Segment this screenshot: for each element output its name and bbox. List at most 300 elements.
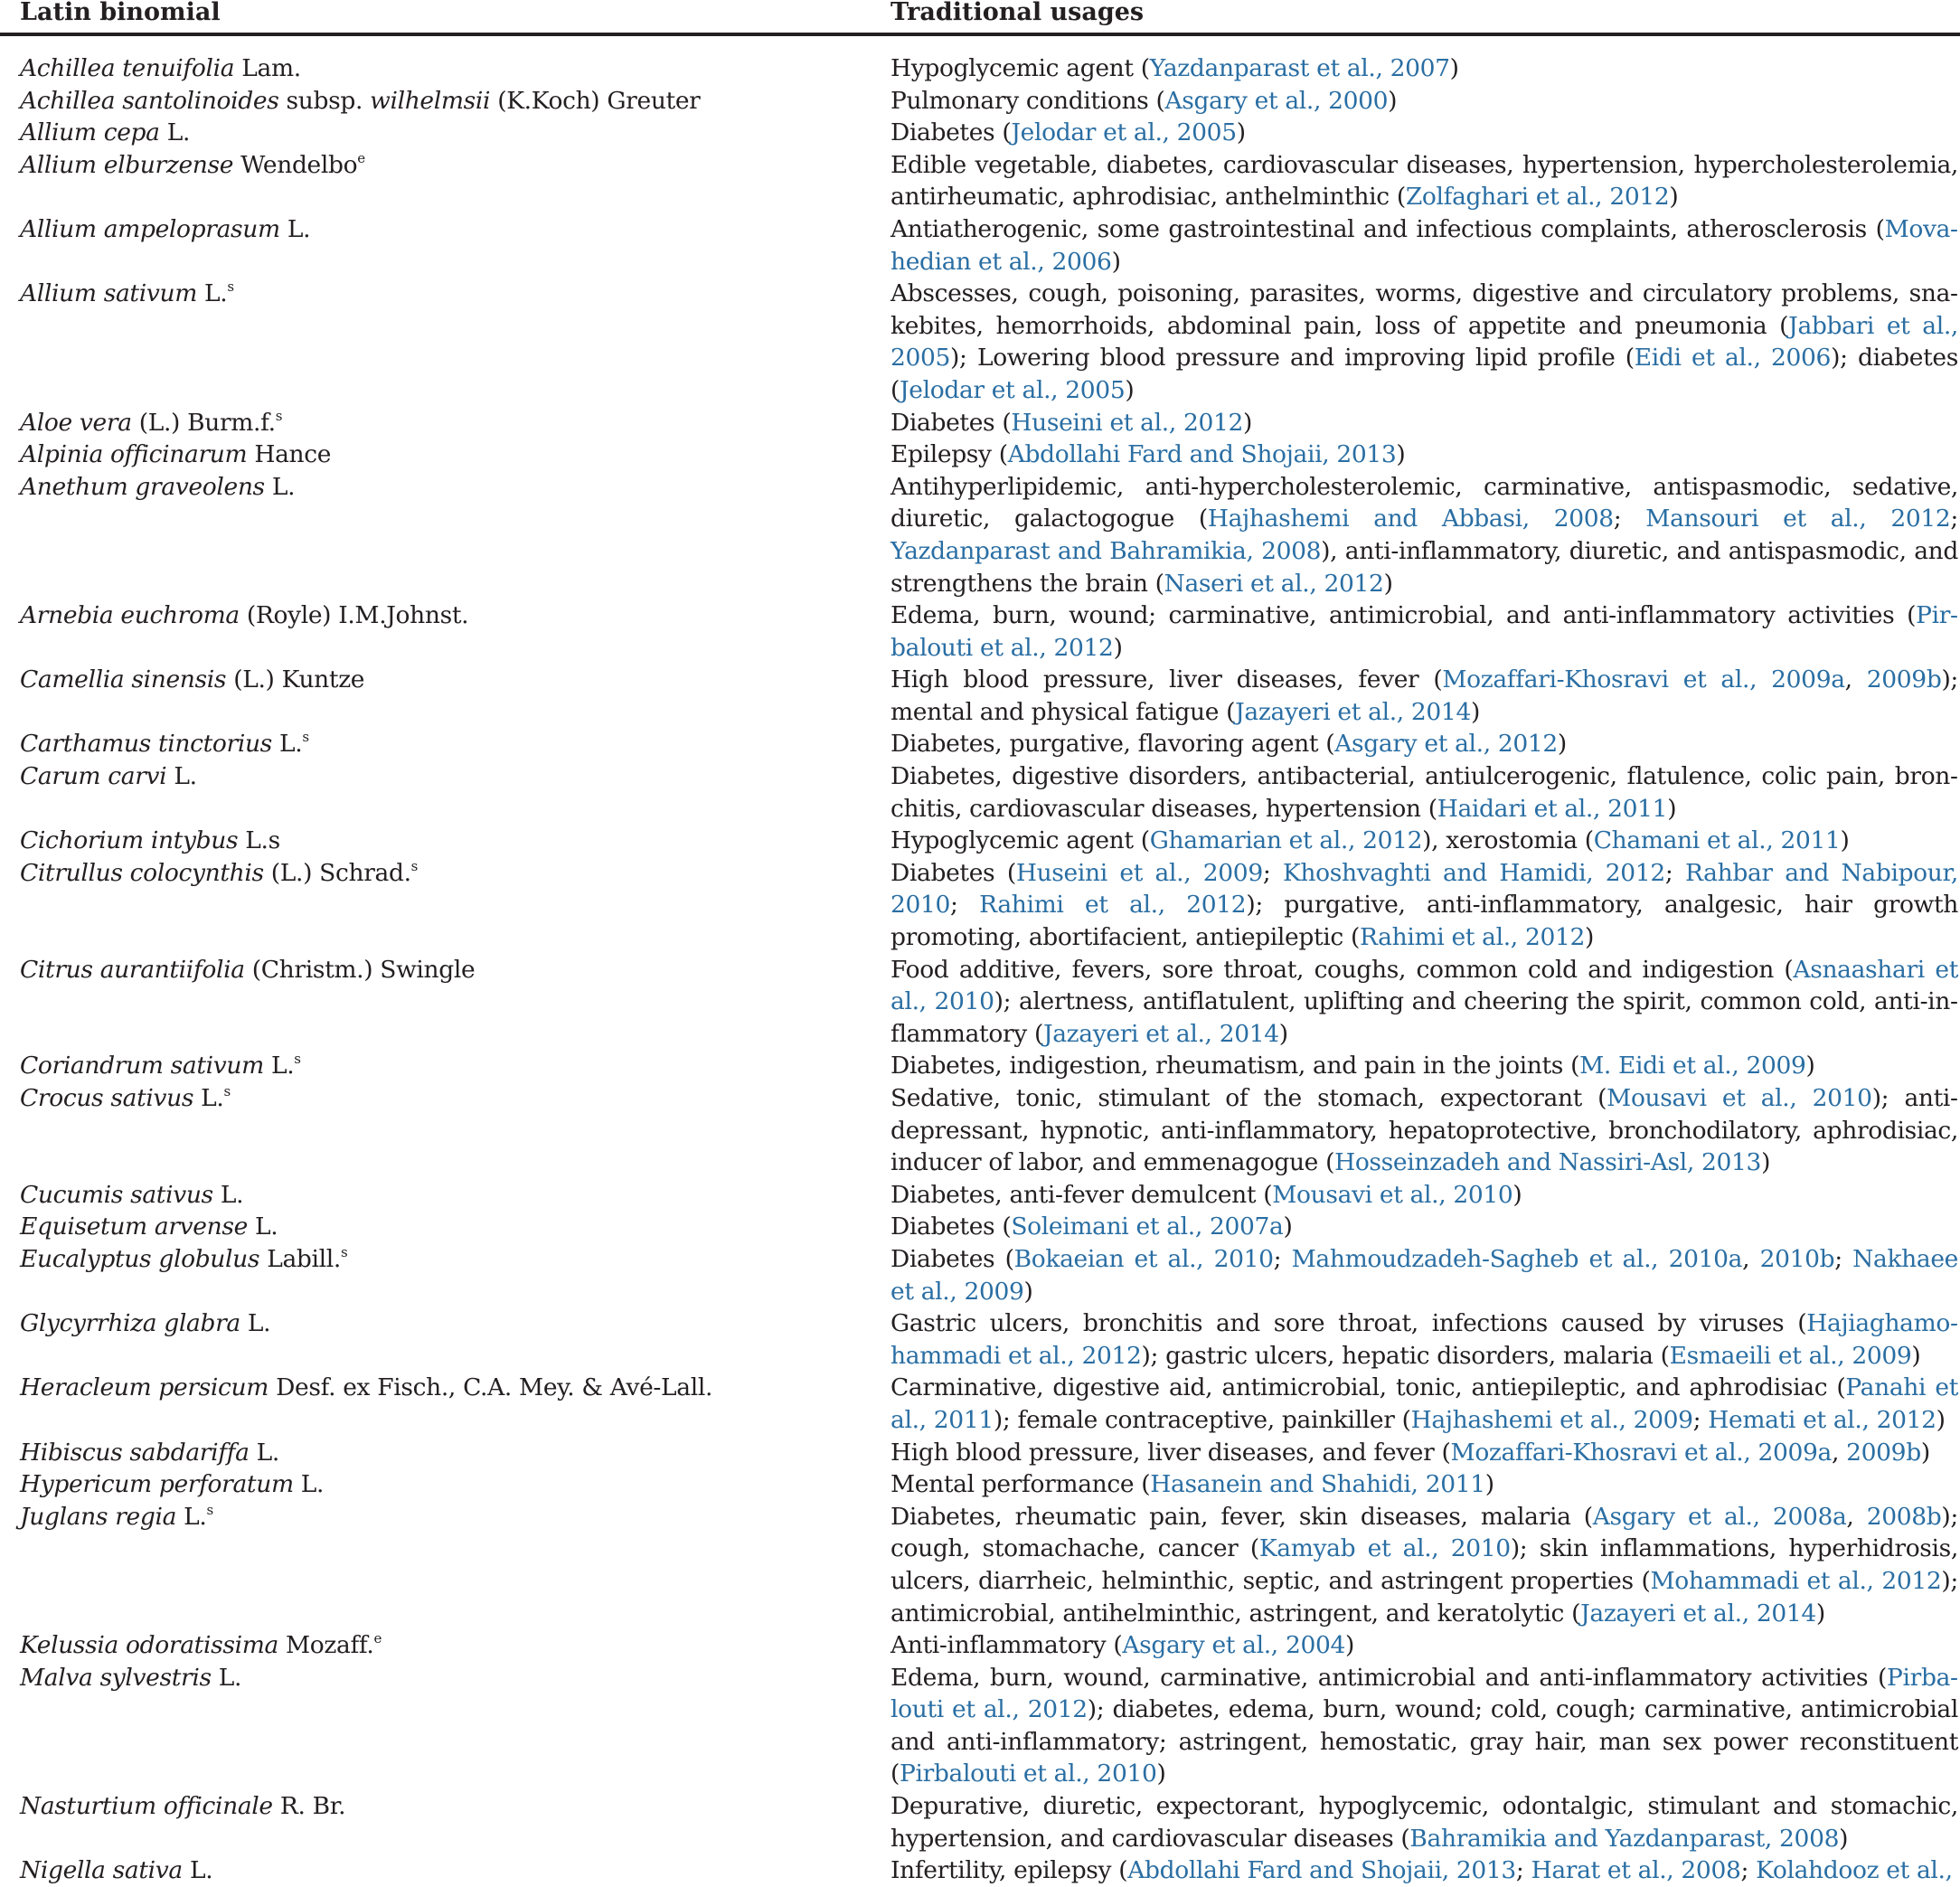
- species-epithet: Allium cepa: [20, 118, 160, 147]
- citation-link[interactable]: 2008b: [1866, 1502, 1942, 1531]
- text-segment: Lam.: [234, 54, 301, 82]
- text-segment: ;: [1692, 1405, 1709, 1434]
- species-epithet: Nigella sativa: [20, 1856, 183, 1885]
- text-segment: L.: [271, 730, 303, 759]
- latin-binomial-cell: [0, 1243, 890, 1307]
- text-segment: L.: [279, 214, 311, 243]
- text-segment: ;: [1262, 858, 1283, 887]
- table-row: [0, 857, 1960, 954]
- citation-link[interactable]: Jelodar et al., 2005: [1011, 118, 1237, 147]
- latin-binomial-cell: [0, 149, 890, 213]
- text-segment: ,: [1844, 665, 1867, 694]
- species-epithet: Citrullus colocynthis: [20, 858, 264, 887]
- text-segment: ): [1911, 1341, 1921, 1370]
- table-row: [0, 85, 1960, 118]
- text-segment: ); female contraceptive, painkiller (: [993, 1405, 1411, 1434]
- traditional-usage-cell: [890, 1243, 1960, 1307]
- text-segment: ): [1805, 1052, 1815, 1080]
- species-epithet: Carthamus tinctorius: [20, 730, 272, 759]
- text-segment: Hance: [247, 440, 332, 469]
- table-row: [0, 599, 1960, 664]
- text-segment: ): [1156, 1760, 1166, 1788]
- text-segment: ); cough, stomachache, cancer (: [890, 1502, 1958, 1563]
- latin-binomial-cell: [0, 1629, 890, 1662]
- traditional-usage-cell: [890, 439, 1960, 471]
- citation-link[interactable]: Mousavi et al., 2010: [1607, 1084, 1872, 1112]
- latin-binomial-cell: [0, 117, 890, 149]
- text-segment: L.: [249, 1438, 279, 1467]
- citation-link[interactable]: Esmaeili et al., 2009: [1669, 1341, 1912, 1370]
- text-segment: High blood pressure, liver diseases, fever (: [890, 665, 1443, 694]
- citation-link[interactable]: Jabbari et al., 2005: [890, 311, 1959, 373]
- text-segment: ): [1920, 1438, 1930, 1467]
- species-epithet: Kelussia odoratissima: [20, 1631, 278, 1660]
- text-segment: Diabetes (: [890, 1244, 1014, 1273]
- text-segment: Mozaff.: [278, 1631, 374, 1660]
- text-segment: Diabetes, digestive disorders, antibacterial, antiulcerogenic, flatulence, colic pain, bronchitis, cardiovascular diseases, hypertension (: [890, 762, 1958, 823]
- latin-binomial-cell: [0, 954, 890, 1051]
- citation-link[interactable]: Asgary et al., 2008a: [1592, 1502, 1847, 1531]
- text-segment: ), anti-inflammatory, diuretic, and antispasmodic, and strengthens the brain (: [890, 536, 1958, 598]
- traditional-usage-cell: [890, 1662, 1960, 1790]
- text-segment: ): [1278, 1019, 1288, 1048]
- table-body: [0, 36, 1960, 1887]
- footnote-marker: s: [223, 1083, 231, 1099]
- citation-link[interactable]: Rahimi et al., 2012: [1359, 923, 1585, 952]
- citation-link[interactable]: Asnaashari et al., 2010: [890, 955, 1959, 1016]
- species-epithet: Achillea santolinoides: [20, 86, 279, 115]
- text-segment: Pulmonary conditions (: [890, 86, 1165, 115]
- text-segment: L.: [159, 118, 191, 147]
- citation-link[interactable]: Zolfaghari et al., 2012: [1405, 183, 1670, 212]
- species-epithet: Carum carvi: [20, 762, 167, 791]
- latin-binomial-cell: [0, 599, 890, 664]
- latin-binomial-cell: [0, 664, 890, 728]
- latin-binomial-cell: [0, 1662, 890, 1790]
- species-epithet: Hibiscus sabdariffa: [20, 1438, 250, 1467]
- text-segment: ): [1669, 183, 1679, 212]
- species-epithet: wilhelmsii: [370, 86, 491, 115]
- text-segment: Edible vegetable, diabetes, cardiovascular diseases, hypertension, hypercholesterolemia, antirheumatic, aphrodisiac, anthelminthic (: [890, 150, 1958, 212]
- citation-link[interactable]: Jelodar et al., 2005: [900, 375, 1126, 404]
- text-segment: L.: [212, 1180, 244, 1209]
- text-segment: ); purgative, anti-inflammatory, analgesic, hair growth promoting, abortifacient, antiepileptic (: [890, 891, 1958, 952]
- text-segment: ); antidepressant, hypnotic, anti-inflammatory, hepatoprotective, bronchodilatory, aphrodisiac, inducer of labor, and emmenagogue (: [890, 1084, 1959, 1177]
- text-segment: ): [1449, 54, 1459, 82]
- citation-link[interactable]: Bahramikia and Yazdanparast, 2008: [1409, 1824, 1840, 1853]
- text-segment: ,: [1846, 1502, 1867, 1531]
- traditional-usage-cell: [890, 1854, 1960, 1887]
- citation-link[interactable]: Mahmoudzadeh-Sagheb et al., 2010a: [1291, 1244, 1743, 1273]
- citation-link[interactable]: 2010b: [1759, 1244, 1835, 1273]
- traditional-usage-cell: [890, 825, 1960, 857]
- species-epithet: Allium sativum: [20, 279, 197, 308]
- species-epithet: Alpinia officinarum: [20, 440, 248, 469]
- text-segment: ), xerostomia (: [1422, 826, 1594, 855]
- citation-link[interactable]: Mozaffari-Khosravi et al., 2009a: [1450, 1438, 1832, 1467]
- traditional-usage-cell: [890, 278, 1960, 406]
- citation-link[interactable]: Harat et al., 2008: [1531, 1856, 1741, 1885]
- text-segment: ): [1283, 1212, 1293, 1241]
- text-segment: ); antimicrobial, antihelminthic, astringent, and keratolytic (: [890, 1566, 1958, 1628]
- text-segment: ); diabetes, edema, burn, wound; cold, cough; carminative, antimicrobial and anti-inflammatory; astringent, hemostatic, gray hair, man sex power reconstituent (: [890, 1695, 1958, 1788]
- traditional-usage-cell: [890, 471, 1960, 599]
- footnote-marker: s: [275, 407, 283, 424]
- text-segment: ;: [1740, 1856, 1757, 1885]
- text-segment: L.: [240, 1309, 271, 1338]
- latin-binomial-cell: [0, 1050, 890, 1082]
- text-segment: Diabetes, rheumatic pain, fever, skin diseases, malaria (: [890, 1502, 1593, 1531]
- text-segment: Diabetes (: [890, 858, 1016, 887]
- citation-link[interactable]: Yazdanparast et al., 2007: [1149, 54, 1450, 82]
- text-segment: ): [1111, 247, 1121, 276]
- text-segment: Food additive, fevers, sore throat, coughs, common cold and indigestion (: [890, 955, 1794, 984]
- table-row: [0, 760, 1960, 825]
- text-segment: ); Lowering blood pressure and improving lipid profile (: [950, 344, 1635, 373]
- table-row: [0, 1243, 1960, 1307]
- species-epithet: Juglans regia: [20, 1502, 177, 1531]
- species-epithet: Malva sylvestris: [20, 1663, 212, 1692]
- citation-link[interactable]: Hemati et al., 2012: [1708, 1405, 1936, 1434]
- latin-binomial-cell: [0, 471, 890, 599]
- text-segment: L.: [211, 1663, 242, 1692]
- text-segment: Diabetes, indigestion, rheumatism, and pain in the joints (: [890, 1052, 1580, 1080]
- text-segment: Diabetes, purgative, flavoring agent (: [890, 730, 1335, 759]
- table-header: [0, 0, 1960, 36]
- text-segment: (Royle) I.M.Johnst.: [239, 601, 469, 630]
- latin-binomial-cell: [0, 857, 890, 954]
- traditional-usage-cell: [890, 1082, 1960, 1179]
- citation-link[interactable]: Huseini et al., 2009: [1015, 858, 1263, 887]
- latin-binomial-cell: [0, 1211, 890, 1243]
- text-segment: Carminative, digestive aid, antimicrobial, tonic, antiepileptic, and aphrodisiac (: [890, 1373, 1846, 1402]
- traditional-usage-cell: [890, 760, 1960, 825]
- table-row: [0, 1372, 1960, 1436]
- text-segment: L.: [293, 1470, 325, 1499]
- text-segment: ); mental and physical fatigue (: [890, 665, 1959, 726]
- header-traditional-usages: Traditional usages: [890, 0, 1145, 26]
- footnote-marker: s: [294, 1051, 301, 1068]
- text-segment: ;: [1273, 1244, 1292, 1273]
- latin-binomial-cell: [0, 1307, 890, 1372]
- latin-binomial-cell: [0, 439, 890, 471]
- text-segment: L.: [193, 1084, 224, 1112]
- text-segment: ): [1470, 697, 1480, 726]
- table-row: [0, 213, 1960, 278]
- table-row: [0, 1662, 1960, 1790]
- citation-link[interactable]: Hajhashemi et al., 2009: [1410, 1405, 1693, 1434]
- text-segment: Edema, burn, wound, carminative, antimicrobial and anti-inflammatory activities (: [890, 1663, 1888, 1692]
- citation-link[interactable]: Naseri et al., 2012: [1164, 569, 1384, 598]
- citation-link[interactable]: Rahimi et al., 2012: [979, 891, 1247, 920]
- table-row: [0, 149, 1960, 213]
- latin-binomial-cell: [0, 85, 890, 118]
- species-epithet: Eucalyptus globulus: [20, 1244, 260, 1273]
- text-segment: ): [1839, 1824, 1849, 1853]
- text-segment: Depurative, diuretic, expectorant, hypoglycemic, odontalgic, stimulant and stomachic, hypertension, and cardiovascular diseases (: [890, 1792, 1958, 1853]
- traditional-usage-cell: [890, 1211, 1960, 1243]
- traditional-usage-cell: [890, 1790, 1960, 1854]
- text-segment: Diabetes, anti-fever demulcent (: [890, 1180, 1273, 1209]
- latin-binomial-cell: [0, 1179, 890, 1212]
- text-segment: Diabetes (: [890, 118, 1012, 147]
- species-epithet: Nasturtium officinale: [20, 1792, 273, 1821]
- citation-link[interactable]: Abdollahi Fard and Shojaii, 2013: [1127, 1856, 1516, 1885]
- text-segment: ); skin inflammations, hyperhidrosis, ulcers, diarrheic, helminthic, septic, and astringent properties (: [890, 1534, 1958, 1595]
- species-epithet: Hypericum perforatum: [20, 1470, 294, 1499]
- citation-link[interactable]: Huseini et al., 2012: [1011, 408, 1244, 437]
- traditional-usage-cell: [890, 85, 1960, 118]
- citation-link[interactable]: Mohammadi et al., 2012: [1650, 1566, 1942, 1595]
- citation-link[interactable]: Hajhashemi and Abbasi, 2008: [1207, 505, 1614, 533]
- citation-link[interactable]: Nakhaee et al., 2009: [890, 1244, 1958, 1306]
- citation-link[interactable]: Asgary et al., 2004: [1122, 1631, 1345, 1660]
- table-row: [0, 1501, 1960, 1629]
- traditional-usage-cell: [890, 1437, 1960, 1469]
- table-row: [0, 1050, 1960, 1082]
- citation-link[interactable]: Hajiaghamohammadi et al., 2012: [890, 1309, 1958, 1370]
- species-epithet: Coriandrum sativum: [20, 1052, 264, 1080]
- table-row: [0, 1854, 1960, 1887]
- traditional-usage-cell: [890, 1179, 1960, 1212]
- traditional-usage-cell: [890, 117, 1960, 149]
- text-segment: ): [1484, 1470, 1494, 1499]
- latin-binomial-cell: [0, 213, 890, 278]
- footnote-marker: e: [373, 1630, 382, 1647]
- latin-binomial-cell: [0, 1501, 890, 1629]
- text-segment: ,: [1832, 1438, 1847, 1467]
- text-segment: L.: [176, 1502, 207, 1531]
- text-segment: L.: [182, 1856, 213, 1885]
- text-segment: Hypoglycemic agent (: [890, 54, 1150, 82]
- species-epithet: Heracleum persicum: [20, 1373, 269, 1402]
- species-epithet: Achillea tenuifolia: [20, 54, 235, 82]
- table-row: [0, 728, 1960, 760]
- text-segment: ): [1761, 1148, 1771, 1177]
- traditional-usage-cell: [890, 213, 1960, 278]
- text-segment: Antiatherogenic, some gastrointestinal and infectious complaints, atherosclerosis (: [890, 214, 1885, 243]
- text-segment: ;: [1950, 505, 1958, 533]
- citation-link[interactable]: Jazayeri et al., 2014: [1235, 697, 1471, 726]
- citation-link[interactable]: Eidi et al., 2006: [1634, 344, 1832, 373]
- latin-binomial-cell: [0, 1082, 890, 1179]
- footnote-marker: s: [340, 1243, 348, 1260]
- text-segment: ): [1815, 1599, 1825, 1628]
- text-segment: Edema, burn, wound; carminative, antimicrobial, and anti-inflammatory activities (: [890, 601, 1917, 630]
- citation-link[interactable]: Mansouri et al., 2012: [1645, 505, 1951, 533]
- traditional-usage-cell: [890, 149, 1960, 213]
- text-segment: ,: [1742, 1244, 1760, 1273]
- table-row: [0, 954, 1960, 1051]
- citation-link[interactable]: Chamani et al., 2011: [1593, 826, 1841, 855]
- citation-link[interactable]: Mozaffari-Khosravi et al., 2009a: [1442, 665, 1845, 694]
- text-segment: ): [1113, 633, 1123, 662]
- table-row: [0, 1179, 1960, 1212]
- text-segment: ): [1388, 86, 1398, 115]
- citation-link[interactable]: 2009b: [1866, 665, 1942, 694]
- footnote-marker: s: [410, 857, 419, 874]
- species-epithet: Cichorium intybus: [20, 826, 239, 855]
- citation-link[interactable]: Panahi et al., 2011: [890, 1373, 1958, 1434]
- species-epithet: Equisetum arvense: [20, 1212, 248, 1241]
- citation-link[interactable]: Hosseinzadeh and Nassiri-Asl, 2013: [1334, 1148, 1762, 1177]
- footnote-marker: s: [206, 1501, 213, 1518]
- latin-binomial-cell: [0, 1437, 890, 1469]
- text-segment: Diabetes (: [890, 408, 1012, 437]
- text-segment: ): [1023, 1277, 1033, 1306]
- table-row: [0, 1211, 1960, 1243]
- traditional-usage-cell: [890, 954, 1960, 1051]
- table-row: [0, 664, 1960, 728]
- citation-link[interactable]: Khoshvaghti and Hamidi, 2012: [1282, 858, 1665, 887]
- text-segment: ): [1396, 440, 1406, 469]
- traditional-usage-cell: [890, 52, 1960, 85]
- text-segment: ;: [1664, 858, 1685, 887]
- citation-link[interactable]: Pirbalouti et al., 2012: [890, 1663, 1958, 1724]
- table-row: [0, 117, 1960, 149]
- text-segment: Wendelbo: [233, 150, 358, 179]
- latin-binomial-cell: [0, 825, 890, 857]
- table-row: [0, 278, 1960, 406]
- traditional-usage-cell: [890, 1372, 1960, 1436]
- citation-link[interactable]: Bokaeian et al., 2010: [1013, 1244, 1274, 1273]
- citation-link[interactable]: Kamyab et al., 2010: [1258, 1534, 1511, 1563]
- citation-link[interactable]: Mousavi et al., 2010: [1272, 1180, 1513, 1209]
- footnote-marker: s: [302, 729, 309, 746]
- text-segment: ;: [950, 891, 980, 920]
- text-segment: L.: [264, 472, 296, 501]
- footnote-marker: e: [357, 149, 365, 166]
- table-row: [0, 1307, 1960, 1372]
- traditional-usage-cell: [890, 664, 1960, 728]
- table-row: [0, 1468, 1960, 1501]
- table-row: [0, 1437, 1960, 1469]
- citation-link[interactable]: Jazayeri et al., 2014: [1042, 1019, 1279, 1048]
- latin-binomial-cell: [0, 407, 890, 439]
- text-segment: L.s: [238, 826, 280, 855]
- text-segment: Sedative, tonic, stimulant of the stomach, expectorant (: [890, 1084, 1607, 1112]
- text-segment: ); diabetes (: [890, 344, 1959, 404]
- citation-link[interactable]: Ghamarian et al., 2012: [1149, 826, 1423, 855]
- traditional-usage-cell: [890, 407, 1960, 439]
- text-segment: Hypoglycemic agent (: [890, 826, 1150, 855]
- citation-link[interactable]: Asgary et al., 2012: [1334, 730, 1558, 759]
- text-segment: ); alertness, antiflatulent, uplifting and cheering the spirit, common cold, anti-inflammatory (: [890, 987, 1958, 1048]
- citation-link[interactable]: Rahbar and Nabipour, 2010: [890, 858, 1958, 920]
- text-segment: ): [1936, 1405, 1946, 1434]
- text-segment: ): [1667, 794, 1677, 823]
- species-epithet: Aloe vera: [20, 408, 132, 437]
- citation-link[interactable]: Yazdanparast and Bahramikia, 2008: [890, 536, 1322, 565]
- citation-link[interactable]: M. Eidi et al., 2009: [1579, 1052, 1806, 1080]
- traditional-usage-cell: [890, 857, 1960, 954]
- species-epithet: Cucumis sativus: [20, 1180, 213, 1209]
- latin-binomial-cell: [0, 1790, 890, 1854]
- species-epithet: Allium ampeloprasum: [20, 214, 280, 243]
- species-epithet: Camellia sinensis: [20, 665, 227, 694]
- traditional-usage-cell: [890, 1468, 1960, 1501]
- text-segment: ): [1383, 569, 1393, 598]
- traditional-usage-cell: [890, 1501, 1960, 1629]
- text-segment: L.: [263, 1052, 295, 1080]
- citation-link[interactable]: Jazayeri et al., 2014: [1580, 1599, 1816, 1628]
- text-segment: ;: [1834, 1244, 1853, 1273]
- citation-link[interactable]: Haidari et al., 2011: [1437, 794, 1668, 823]
- citation-link[interactable]: Kolahdooz et al.,: [1756, 1856, 1953, 1885]
- latin-binomial-cell: [0, 1854, 890, 1887]
- text-segment: High blood pressure, liver diseases, and fever (: [890, 1438, 1451, 1467]
- table-row: [0, 1629, 1960, 1662]
- text-segment: (L.) Kuntze: [226, 665, 365, 694]
- citation-link[interactable]: Pirbalouti et al., 2010: [900, 1760, 1157, 1788]
- text-segment: ): [1557, 730, 1567, 759]
- latin-binomial-cell: [0, 728, 890, 760]
- traditional-usage-cell: [890, 1307, 1960, 1372]
- text-segment: ): [1243, 408, 1253, 437]
- text-segment: (L.) Schrad.: [263, 858, 411, 887]
- text-segment: Mental performance (: [890, 1470, 1151, 1499]
- text-segment: L.: [196, 279, 228, 308]
- table-row: [0, 1790, 1960, 1854]
- citation-link[interactable]: Hasanein and Shahidi, 2011: [1150, 1470, 1485, 1499]
- text-segment: Abscesses, cough, poisoning, parasites, worms, digestive and circulatory problems, snakebites, hemorrhoids, abdominal pain, loss of appetite and pneumonia (: [890, 279, 1958, 340]
- text-segment: (Christm.) Swingle: [244, 955, 476, 984]
- table-row: [0, 407, 1960, 439]
- text-segment: L.: [247, 1212, 278, 1241]
- text-segment: Gastric ulcers, bronchitis and sore throat, infections caused by viruses (: [890, 1309, 1807, 1338]
- text-segment: ); gastric ulcers, hepatic disorders, malaria (: [1141, 1341, 1670, 1370]
- footnote-marker: s: [227, 278, 234, 296]
- latin-binomial-cell: [0, 1468, 890, 1501]
- text-segment: Diabetes (: [890, 1212, 1012, 1241]
- traditional-usage-cell: [890, 1050, 1960, 1082]
- citation-link[interactable]: Pirbalouti et al., 2012: [890, 601, 1958, 662]
- text-segment: Labill.: [259, 1244, 341, 1273]
- text-segment: ;: [1613, 505, 1646, 533]
- table-row: [0, 825, 1960, 857]
- text-segment: ): [1512, 1180, 1522, 1209]
- table-row: [0, 52, 1960, 85]
- species-epithet: Glycyrrhiza glabra: [20, 1309, 240, 1338]
- text-segment: (K.Koch) Greuter: [490, 86, 701, 115]
- citation-link[interactable]: Soleimani et al., 2007a: [1011, 1212, 1284, 1241]
- latin-binomial-cell: [0, 760, 890, 825]
- citation-link[interactable]: Asgary et al., 2000: [1164, 86, 1389, 115]
- text-segment: ): [1236, 118, 1246, 147]
- text-segment: ): [1840, 826, 1850, 855]
- text-segment: Anti-inflammatory (: [890, 1631, 1123, 1660]
- table-row: [0, 471, 1960, 599]
- table-row: [0, 439, 1960, 471]
- species-epithet: Anethum graveolens: [20, 472, 265, 501]
- species-epithet: Crocus sativus: [20, 1084, 194, 1112]
- header-latin-binomial: Latin binomial: [20, 0, 221, 26]
- species-epithet: Allium elburzense: [20, 150, 234, 179]
- text-segment: L.: [166, 762, 197, 791]
- citation-link[interactable]: Movahedian et al., 2006: [890, 214, 1958, 276]
- latin-binomial-cell: [0, 52, 890, 85]
- species-epithet: Citrus aurantiifolia: [20, 955, 245, 984]
- latin-binomial-cell: [0, 278, 890, 406]
- species-epithet: Arnebia euchroma: [20, 601, 240, 630]
- text-segment: ;: [1515, 1856, 1531, 1885]
- citation-link[interactable]: Abdollahi Fard and Shojaii, 2013: [1007, 440, 1397, 469]
- latin-binomial-cell: [0, 1372, 890, 1436]
- text-segment: Desf. ex Fisch., C.A. Mey. & Avé-Lall.: [269, 1373, 713, 1402]
- citation-link[interactable]: 2009b: [1846, 1438, 1921, 1467]
- text-segment: Antihyperlipidemic, anti-hypercholesterolemic, carminative, antispasmodic, sedative, diuretic, galactogogue (: [890, 472, 1958, 533]
- table-row: [0, 1082, 1960, 1179]
